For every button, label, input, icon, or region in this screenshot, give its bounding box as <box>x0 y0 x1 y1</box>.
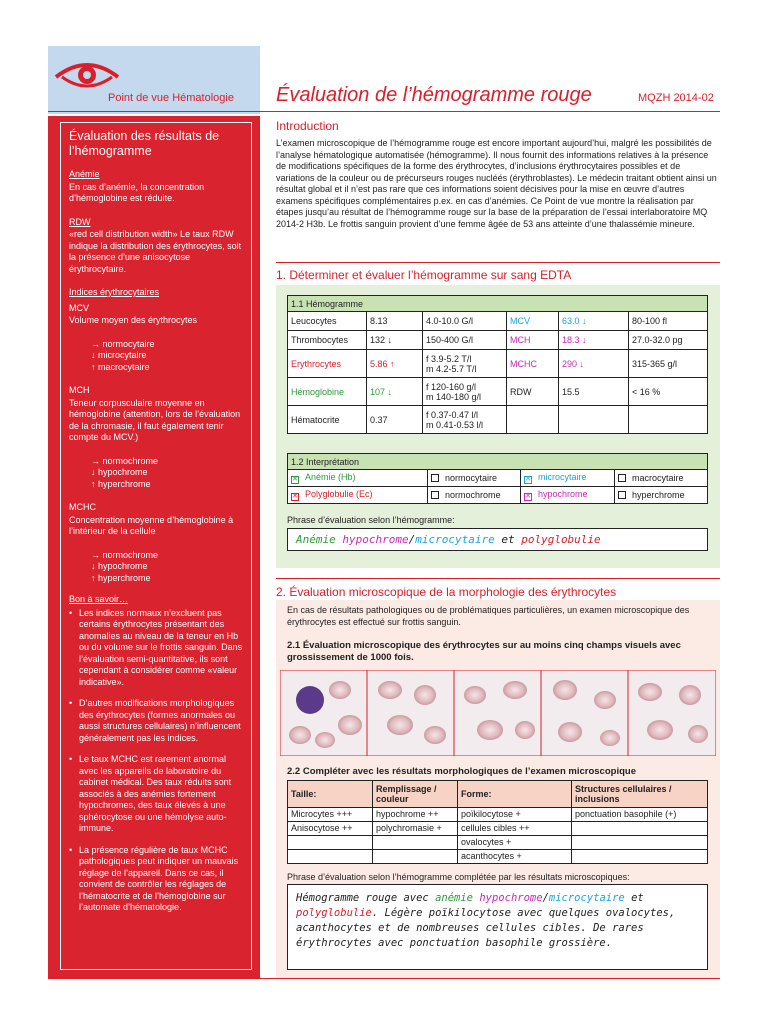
rdw-heading: RDW <box>69 216 91 227</box>
cell <box>428 470 521 487</box>
mchc-arrows <box>91 550 243 585</box>
table-header <box>288 454 708 470</box>
cell-label: macrocytaire <box>632 473 684 483</box>
cell: 63.0 ↓ <box>559 312 629 331</box>
intro-text: L’examen microscopique de l’hémogramme rouge est encore important aujourd’hui, malgré les possibilités de l’analyse hématologique automatisée (hémogramme). Il nous fournit des informations relatives à la présence de modifications spécifiques de la forme des érythrocytes, d’inclusions érythrocytaires possibles et de variations de la couleur ou de précurseurs rouges nucléés (érythroblastes). Le médecin traitant obtient ainsi un résultat global et il n’est pas rare que ces informations soient décisives pour la mise en œuvre d’autres examens spécifiques complémentaires p.ex. en cas d’anémies. Ce Point de vue montre la réalisation par étapes jusqu’au résultat de l’hémogramme rouge sur la base de la préparation de l’essai interlaboratoire MQ 2014-2 H3b. Le frottis sanguin provient d’une femme âgée de 53 ans atteinte d’une thalassémie mineure. <box>276 138 717 229</box>
phrase-label: Phrase d’évaluation selon l’hémogramme: <box>287 515 455 525</box>
cell: 27.0-32.0 pg <box>629 331 708 350</box>
cell: < 16 % <box>629 378 708 406</box>
cell: f 120-160 g/l m 140-180 g/l <box>423 378 507 406</box>
list-item: ↑ macrocytaire <box>91 361 150 372</box>
table-row <box>288 836 708 850</box>
column-header: Forme: <box>458 781 572 808</box>
cell-label: hyperchrome <box>632 490 685 500</box>
cell: 4.0-10.0 G/l <box>423 312 507 331</box>
checkbox-checked[interactable]: ✕ <box>525 493 531 500</box>
list-item: • La présence régulière de taux MCHC pathologiques peut indiquer un mauvais réglage de l’appareil. Dans ce cas, il convient de contrôler les réglages de l’hématocrite et de l’hémoglobine sur l’automate d’hématologie. <box>69 845 243 914</box>
doc-code: MQZH 2014-02 <box>638 92 714 104</box>
phrase-box[interactable] <box>287 528 708 551</box>
anemie-heading: Anémie <box>69 169 100 179</box>
bottom-rule <box>48 978 720 979</box>
table-row <box>288 350 708 378</box>
cell <box>288 470 428 487</box>
cell: MCV <box>507 312 559 331</box>
mchc-label: MCHC <box>69 502 96 512</box>
cell[interactable] <box>288 836 373 850</box>
cell: 15.5 <box>559 378 629 406</box>
table-row <box>288 312 708 331</box>
phrase-part: hypochrome <box>342 533 409 546</box>
mcv-label: MCV <box>69 302 89 313</box>
cell[interactable] <box>373 850 458 864</box>
phrase-part: et <box>624 892 644 904</box>
column-header: Structures cellulaires / inclusions <box>572 781 708 808</box>
checkbox-checked[interactable]: ✕ <box>525 476 531 483</box>
table-row <box>288 378 708 406</box>
interpretation-table <box>287 453 708 504</box>
cell <box>521 487 615 504</box>
cell <box>629 406 708 434</box>
blood-smear-images <box>280 670 716 756</box>
mch-text: Teneur corpusculaire moyenne en hémoglobine (attention, lors de l’évaluation de la chromasie, il faut également tenir compte du MCV.) <box>69 397 241 442</box>
cell[interactable]: acanthocytes + <box>458 850 572 864</box>
morphology-table <box>287 780 708 864</box>
page-title: Évaluation de l’hémogramme rouge <box>276 84 592 106</box>
table-row <box>288 487 708 504</box>
cell[interactable] <box>572 822 708 836</box>
cell: MCH <box>507 331 559 350</box>
table-row <box>288 822 708 836</box>
cell: 80-100 fl <box>629 312 708 331</box>
phrase-part: et <box>494 533 522 546</box>
checkbox[interactable] <box>618 474 626 482</box>
cell[interactable]: ovalocytes + <box>458 836 572 850</box>
cell: RDW <box>507 378 559 406</box>
title-rule <box>48 111 720 112</box>
column-header: Taille: <box>288 781 373 808</box>
cell: 150-400 G/l <box>423 331 507 350</box>
smear-panel <box>541 670 628 756</box>
cell <box>615 487 708 504</box>
phrase-part: microcytaire <box>415 533 495 546</box>
phrase-part: . Légère poïkilocytose avec quelques ovalocytes, acanthocytes et de nombreuses cellules cibles. De rares érythrocytes avec ponctuation basophile grossière. <box>296 907 676 949</box>
section2-text: En cas de résultats pathologiques ou de problématiques particulières, un examen microscopique des érythrocytes est effectué sur frottis sanguin. <box>287 605 690 627</box>
indices-heading: Indices érythrocytaires <box>69 287 160 297</box>
cell <box>428 487 521 504</box>
intro-heading: Introduction <box>276 119 339 133</box>
cell[interactable]: Microcytes +++ <box>288 808 373 822</box>
cell[interactable]: Anisocytose ++ <box>288 822 373 836</box>
cell: 290 ↓ <box>559 350 629 378</box>
list-item: • Le taux MCHC est rarement anormal avec les appareils de laboratoire du cabinet médical. Des taux réduits sont associés à des anémies fortement hypochromes, des taux élevés à une sphérocytose ou une hémolyse auto-immune. <box>69 754 243 835</box>
list-item: ↑ hyperchrome <box>91 572 151 583</box>
table-title: 1.2 Interprétation <box>288 454 708 470</box>
table-row <box>288 808 708 822</box>
smear-panel <box>280 670 367 756</box>
list-item: ↓ hypochrome <box>91 561 148 571</box>
sidebar-panel <box>60 122 252 970</box>
table-row <box>288 331 708 350</box>
cell-label: Polyglobulie (Ec) <box>305 489 373 499</box>
cell: Hématocrite <box>288 406 367 434</box>
list-item: ↓ microcytaire <box>91 350 147 360</box>
phrase-part: hypochrome <box>479 892 543 904</box>
cell[interactable]: hypochrome ++ <box>373 808 458 822</box>
cell <box>288 487 428 504</box>
smear-panel <box>367 670 454 756</box>
cell-label: Anémie (Hb) <box>305 472 356 482</box>
hemogramme-table <box>287 295 708 434</box>
smear-panel <box>628 670 716 756</box>
mch-label: MCH <box>69 385 90 395</box>
cell[interactable] <box>373 836 458 850</box>
phrase-part: / <box>408 533 416 546</box>
cell[interactable]: poïkilocytose + <box>458 808 572 822</box>
table-header <box>288 296 708 312</box>
cell <box>615 470 708 487</box>
cell: f 3.9-5.2 T/l m 4.2-5.7 T/l <box>423 350 507 378</box>
checkbox[interactable] <box>431 491 439 499</box>
list-item: • Les indices normaux n’excluent pas certains érythrocytes présentant des anomalies au niveau de la teneur en Hb ou du volume sur le frottis sanguin. Dans l’évaluation semi-quantitative, ils sont cependant à considérer comme «valeur indicative». <box>69 608 243 689</box>
cell: 8.13 <box>367 312 423 331</box>
table-header <box>288 781 708 808</box>
cell: Erythrocytes <box>288 350 367 378</box>
phrase-part: Hémogramme rouge avec <box>296 892 436 904</box>
cell: f 0.37-0.47 l/l m 0.41-0.53 l/l <box>423 406 507 434</box>
phrase-part: microcytaire <box>548 892 625 904</box>
cell[interactable] <box>572 836 708 850</box>
subsection-2-2-heading: 2.2 Compléter avec les résultats morphologiques de l’examen microscopique <box>287 766 636 777</box>
anemie-text: En cas d’anémie, la concentration d’hémoglobine est réduite. <box>69 181 205 203</box>
cell <box>507 406 559 434</box>
table-row <box>288 406 708 434</box>
list-item: ↓ hypochrome <box>91 467 148 477</box>
cell-label: microcytaire <box>538 472 587 482</box>
bon-a-savoir-heading: Bon à savoir… <box>69 594 129 604</box>
cell: Thrombocytes <box>288 331 367 350</box>
mcv-arrows <box>91 339 243 374</box>
list-item: • D’autres modifications morphologiques des érythrocytes (formes anormales ou aussi structures cellulaires) n’influencent généralement pas les indices. <box>69 698 243 744</box>
checkbox-checked[interactable]: ✕ <box>292 493 298 500</box>
section1-heading: 1. Déterminer et évaluer l’hémogramme sur sang EDTA <box>276 268 572 282</box>
cell: 18.3 ↓ <box>559 331 629 350</box>
mchc-text: Concentration moyenne d’hémoglobine à l’intérieur de la cellule <box>69 514 234 536</box>
cell: Leucocytes <box>288 312 367 331</box>
cell-label: normochrome <box>445 490 501 500</box>
list-item: → normochrome <box>91 549 159 560</box>
eye-logo-icon <box>52 55 122 95</box>
mcv-text: Volume moyen des érythrocytes <box>69 315 198 325</box>
column-header: Remplissage / couleur <box>373 781 458 808</box>
list-item: ↑ hyperchrome <box>91 478 151 489</box>
list-item: → normochrome <box>91 455 159 466</box>
phrase-part: anémie <box>435 892 480 904</box>
checkbox[interactable] <box>618 491 626 499</box>
checkbox[interactable] <box>431 474 439 482</box>
cell <box>559 406 629 434</box>
cell[interactable]: cellules cibles ++ <box>458 822 572 836</box>
bon-a-savoir-list <box>69 608 243 914</box>
list-item: → normocytaire <box>91 338 155 349</box>
mch-arrows <box>91 456 243 491</box>
sidebar-title: Évaluation des résultats de l’hémogramme <box>69 129 220 158</box>
cell[interactable] <box>288 850 373 864</box>
cell <box>521 470 615 487</box>
smear-panel <box>454 670 541 756</box>
section1-rule <box>276 262 720 263</box>
cell: 5.86 ↑ <box>367 350 423 378</box>
cell-label: hypochrome <box>538 489 588 499</box>
cell[interactable]: polychromasie + <box>373 822 458 836</box>
phrase2-label: Phrase d’évaluation selon l’hémogramme complétée par les résultats microscopiques: <box>287 872 630 882</box>
logo-text: Point de vue Hématologie <box>108 92 234 104</box>
cell: Hémoglobine <box>288 378 367 406</box>
subsection-2-1-heading: 2.1 Évaluation microscopique des érythrocytes sur au moins cinq champs visuels avec grossissement de 1000 fois. <box>287 640 681 663</box>
cell-label: normocytaire <box>445 473 498 483</box>
cell: 0.37 <box>367 406 423 434</box>
phrase2-box[interactable] <box>287 884 708 970</box>
cell: MCHC <box>507 350 559 378</box>
table-title: 1.1 Hémogramme <box>288 296 708 312</box>
checkbox-checked[interactable]: ✕ <box>292 476 298 483</box>
phrase-part: Anémie <box>296 533 343 546</box>
rdw-text: «red cell distribution width» Le taux RDW indique la distribution des érythrocytes, soit la présence d’une anisocytose érythrocytaire. <box>69 229 242 274</box>
cell[interactable] <box>572 850 708 864</box>
phrase-part: polyglobulie <box>296 907 372 919</box>
section2-heading: 2. Évaluation microscopique de la morphologie des érythrocytes <box>276 585 617 599</box>
phrase-part: / <box>542 892 549 904</box>
table-row <box>288 850 708 864</box>
cell[interactable]: ponctuation basophile (+) <box>572 808 708 822</box>
cell: 107 ↓ <box>367 378 423 406</box>
cell: 132 ↓ <box>367 331 423 350</box>
phrase-part: polyglobulie <box>521 533 601 546</box>
section2-rule <box>276 578 720 579</box>
table-row <box>288 470 708 487</box>
cell: 315-365 g/l <box>629 350 708 378</box>
